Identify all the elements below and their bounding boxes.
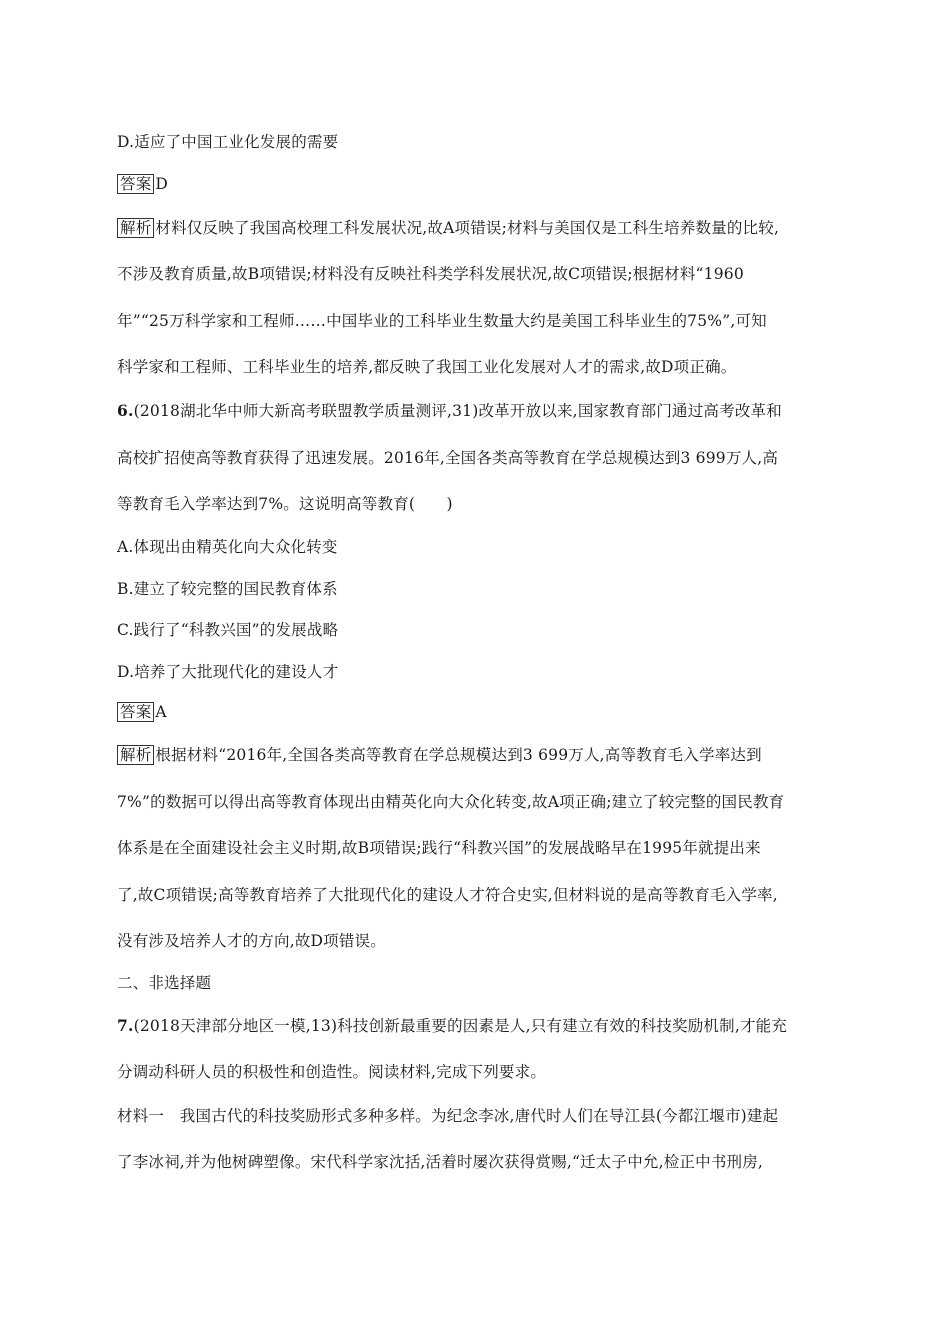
q7-stem-line-1 (117, 1016, 787, 1036)
q7-stem-text: (2018天津部分地区一模,13)科技创新最重要的因素是人,只有建立有效的科技奖励机制,才能充 (133, 1017, 788, 1035)
q6-answer-line (117, 702, 167, 722)
q6-analysis-line-3: 体系是在全面建设社会主义时期,故B项错误;践行“科教兴国”的发展战略早在1995年就提出来 (117, 839, 761, 857)
q7-number: 7. (117, 1016, 134, 1035)
q6-analysis-line-5: 没有涉及培养人才的方向,故D项错误。 (117, 932, 386, 950)
q5-option-d: D.适应了中国工业化发展的需要 (117, 133, 339, 151)
q6-stem-line-1 (117, 401, 782, 421)
q6-analysis-tag: 解析 (117, 745, 154, 765)
section-heading: 二、非选择题 (117, 974, 212, 992)
q6-option-c: C.践行了“科教兴国”的发展战略 (117, 621, 339, 639)
q6-analysis-text: 根据材料“2016年,全国各类高等教育在学总规模达到3 699万人,高等教育毛入学率达到 (155, 746, 762, 764)
q6-analysis-line-2: 7%”的数据可以得出高等教育体现出由精英化向大众化转变,故A项正确;建立了较完整的国民教育 (117, 793, 785, 811)
q5-analysis-line-2: 不涉及教育质量,故B项错误;材料没有反映社科类学科发展状况,故C项错误;根据材料“1960 (117, 265, 744, 283)
q6-stem-line-2: 高校扩招使高等教育获得了迅速发展。2016年,全国各类高等教育在学总规模达到3 699万人,高 (117, 449, 779, 467)
q6-answer-value: A (155, 703, 167, 721)
q7-material-line-1: 材料一 我国古代的科技奖励形式多种多样。为纪念李冰,唐代时人们在导江县(今都江堰市)建起 (117, 1107, 779, 1125)
q5-analysis-line-1 (117, 218, 779, 238)
q5-analysis-line-4: 科学家和工程师、工科毕业生的培养,都反映了我国工业化发展对人才的需求,故D项正确。 (117, 358, 737, 376)
q7-stem-line-2: 分调动科研人员的积极性和创造性。阅读材料,完成下列要求。 (117, 1063, 547, 1081)
q5-answer-value: D (155, 175, 169, 193)
q6-analysis-line-1 (117, 745, 762, 765)
q6-number: 6. (117, 401, 134, 420)
q6-stem-text: (2018湖北华中师大新高考联盟教学质量测评,31)改革开放以来,国家教育部门通过高考改革和 (133, 402, 782, 420)
q5-analysis-tag: 解析 (117, 218, 154, 238)
q6-stem-line-3: 等教育毛入学率达到7%。这说明高等教育( ) (117, 495, 453, 513)
q6-analysis-line-4: 了,故C项错误;高等教育培养了大批现代化的建设人才符合史实,但材料说的是高等教育毛入学率, (117, 886, 778, 904)
q6-option-d: D.培养了大批现代化的建设人才 (117, 663, 339, 681)
q6-option-a: A.体现出由精英化向大众化转变 (117, 538, 338, 556)
q6-option-b: B.建立了较完整的国民教育体系 (117, 580, 338, 598)
q5-analysis-line-3: 年”“25万科学家和工程师……中国毕业的工科毕业生数量大约是美国工科毕业生的75%”,可知 (117, 312, 767, 330)
q5-answer-line (117, 174, 168, 194)
q7-material-line-2: 了李冰祠,并为他树碑塑像。宋代科学家沈括,活着时屡次获得赏赐,“迁太子中允,检正中书刑房, (117, 1153, 764, 1171)
q6-answer-tag: 答案 (117, 702, 154, 722)
q5-analysis-text: 材料仅反映了我国高校理工科发展状况,故A项错误;材料与美国仅是工科生培养数量的比较, (155, 219, 780, 237)
q5-answer-tag: 答案 (117, 174, 154, 194)
